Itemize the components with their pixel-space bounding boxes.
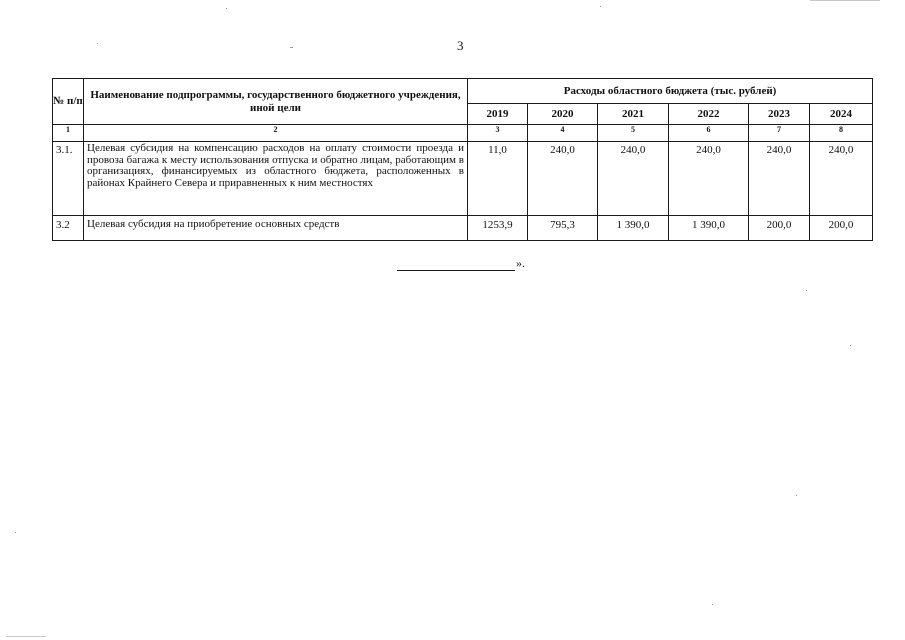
column-number: 8 [810, 125, 873, 142]
value-2022: 1 390,0 [669, 216, 749, 241]
budget-table [52, 78, 873, 241]
value-2022: 240,0 [669, 142, 749, 216]
scan-speck [600, 6, 601, 7]
value-2024: 240,0 [810, 142, 873, 216]
signature-underline [397, 258, 515, 271]
value-2023: 200,0 [749, 216, 810, 241]
header-year-2023: 2023 [749, 104, 810, 125]
header-year-2024: 2024 [810, 104, 873, 125]
column-number: 2 [84, 125, 468, 142]
scan-speck [290, 47, 293, 48]
column-number: 3 [468, 125, 528, 142]
value-2019: 11,0 [468, 142, 528, 216]
header-year-2022: 2022 [669, 104, 749, 125]
scan-speck [97, 43, 98, 44]
scan-speck [806, 290, 807, 291]
value-2024: 200,0 [810, 216, 873, 241]
row-number: 3.1. [53, 142, 84, 216]
header-num: № п/п [53, 79, 84, 125]
row-number: 3.2 [53, 216, 84, 241]
value-2021: 240,0 [598, 142, 669, 216]
column-number: 5 [598, 125, 669, 142]
row-name: Целевая субсидия на приобретение основных средств [84, 216, 468, 241]
value-2019: 1253,9 [468, 216, 528, 241]
page-number: 3 [457, 38, 464, 53]
closing-quote-mark: ». [516, 256, 525, 270]
scan-speck [6, 636, 46, 637]
column-number-row [53, 125, 873, 142]
table-row [53, 142, 873, 216]
header-name: Наименование подпрограммы, государственного бюджетного учреждения, иной цели [84, 79, 468, 125]
scan-speck [15, 532, 16, 533]
scan-speck [226, 8, 227, 9]
header-row-1 [53, 79, 873, 104]
header-year-2020: 2020 [528, 104, 598, 125]
value-2023: 240,0 [749, 142, 810, 216]
scan-speck [850, 345, 851, 346]
column-number: 7 [749, 125, 810, 142]
header-expenses-group: Расходы областного бюджета (тыс. рублей) [468, 79, 873, 104]
column-number: 4 [528, 125, 598, 142]
closing-line [397, 256, 525, 271]
column-number: 6 [669, 125, 749, 142]
table-row [53, 216, 873, 241]
scan-speck [796, 495, 797, 496]
scan-speck [712, 604, 713, 605]
value-2020: 795,3 [528, 216, 598, 241]
scan-speck [810, 0, 880, 1]
value-2020: 240,0 [528, 142, 598, 216]
header-year-2019: 2019 [468, 104, 528, 125]
column-number: 1 [53, 125, 84, 142]
header-year-2021: 2021 [598, 104, 669, 125]
row-name: Целевая субсидия на компенсацию расходов на оплату стоимости проезда и провоза багажа к месту использования отпуска и обратно лицам, работающим в организациях, финансируемых из областного бюджета, расположенных в районах Крайнего Севера и приравненных к ним местностях [84, 142, 468, 216]
value-2021: 1 390,0 [598, 216, 669, 241]
